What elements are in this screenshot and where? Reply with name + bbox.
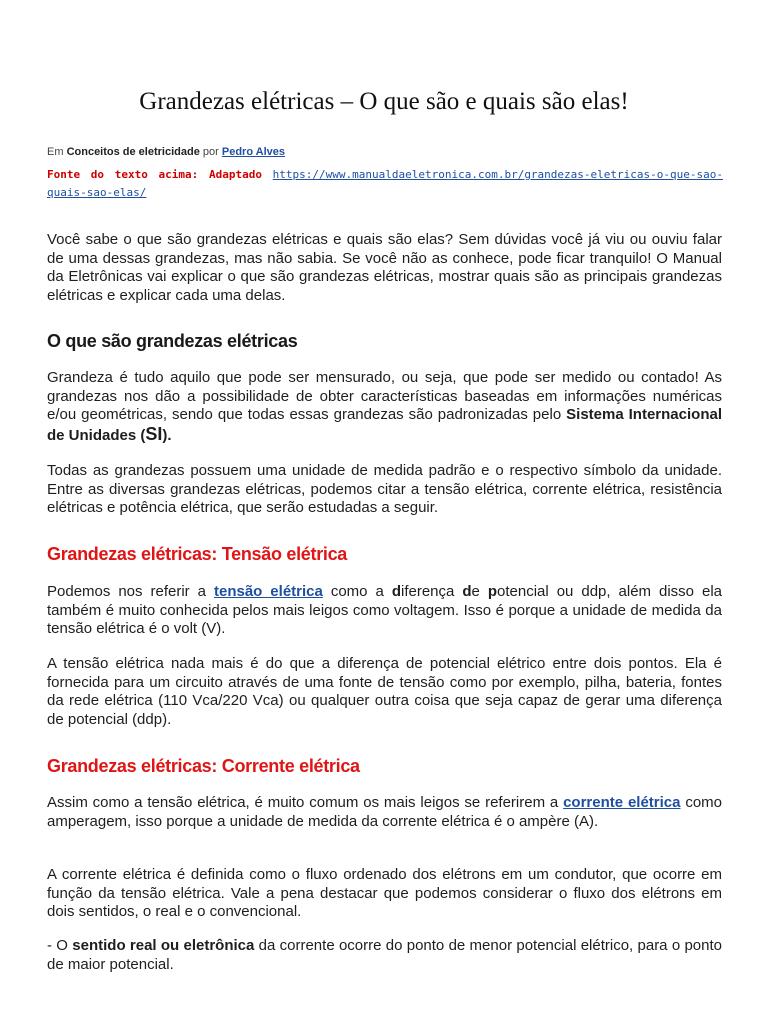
meta-prefix: Em	[47, 146, 64, 158]
current-paragraph-1	[47, 794, 722, 831]
si-acronym: SI	[145, 423, 163, 444]
current-text-a: Assim como a tensão elétrica, é muito comum os mais leigos se referirem a	[47, 794, 559, 811]
real-direction-text: da corrente ocorre do ponto de menor potencial elétrico, para o ponto de maior potencial.	[47, 937, 722, 973]
current-link[interactable]: corrente elétrica	[563, 794, 681, 811]
intro-paragraph: Você sabe o que são grandezas elétricas e quais são elas? Sem dúvidas você já viu ou ouviu falar de uma dessas grandezas, mas não sabia. Se você não as conhece, pode ficar tranquilo! O Manual da Eletrônicas vai explicar o que são grandezas elétricas, mostrar quais são as principais grandezas elétricas e explicar cada uma delas.	[47, 231, 722, 304]
definition-text: Grandeza é tudo aquilo que pode ser mensurado, ou seja, que pode ser medido ou contado! As grandezas nos dão a possibilidade de obter características baseadas em informações numéricas e/ou geométricas, sendo que todas essas grandezas são padronizadas pelo	[47, 369, 722, 424]
si-label: Sistema Internacional de Unidades (	[47, 406, 722, 444]
meta-by: por	[202, 146, 219, 158]
voltage-text-f: otencial ou ddp, além disso ela também é muito conhecida pelos mais leigos como voltagem. Isso é porque a unidade de medida da tensão elétrica é o volt (V).	[47, 583, 723, 638]
page-title: Grandezas elétricas – O que são e quais são elas!	[139, 88, 629, 115]
source-label: Fonte do texto acima: Adaptado	[47, 168, 262, 181]
si-close: ).	[162, 426, 172, 444]
voltage-paragraph-1	[47, 583, 722, 639]
section-heading-what-are: O que são grandezas elétricas	[47, 331, 298, 351]
ddp-letter-d2: d	[462, 583, 472, 600]
voltage-text-c: iferença	[400, 583, 455, 600]
real-direction-prefix: - O	[47, 937, 68, 954]
post-meta	[47, 146, 285, 158]
section-heading-current: Grandezas elétricas: Corrente elétrica	[47, 756, 360, 776]
voltage-text-a: Podemos nos referir a	[47, 583, 206, 600]
current-paragraph-3	[47, 937, 722, 974]
current-text-b: como amperagem, isso porque a unidade de medida da corrente elétrica é o ampère (A).	[47, 794, 722, 830]
current-paragraph-2: A corrente elétrica é definida como o fluxo ordenado dos elétrons em um condutor, que ocorre em função da tensão elétrica. Vale a pena destacar que podemos considerar o fluxo dos elétrons em dois sentidos, o real e o convencional.	[47, 866, 722, 921]
author-link[interactable]: Pedro Alves	[221, 146, 286, 158]
definition-paragraph	[47, 369, 722, 445]
category-link[interactable]: Conceitos de eletricidade	[66, 146, 200, 158]
source-note	[47, 166, 723, 202]
source-url-link[interactable]: https://www.manualdaeletronica.com.br/grandezas-eletricas-o-que-sao-quais-sao-elas/	[47, 168, 723, 199]
section-heading-voltage: Grandezas elétricas: Tensão elétrica	[47, 544, 348, 564]
voltage-paragraph-2: A tensão elétrica nada mais é do que a diferença de potencial elétrico entre dois pontos. Ela é fornecida para um circuito através de uma fonte de tensão como por exemplo, pilha, bateria, fontes da rede elétrica (110 Vca/220 Vca) ou qualquer outra coisa que seja capaz de gerar uma diferença de potencial (ddp).	[47, 655, 722, 728]
real-direction-term: sentido real ou eletrônica	[72, 937, 255, 954]
ddp-letter-p: p	[487, 583, 498, 600]
voltage-link[interactable]: tensão elétrica	[213, 583, 323, 600]
voltage-text-b: como a	[330, 583, 384, 600]
units-paragraph: Todas as grandezas possuem uma unidade de medida padrão e o respectivo símbolo da unidade. Entre as diversas grandezas elétricas, podemos citar a tensão elétrica, corrente elétrica, resistência elétricas e potência elétrica, que serão estudadas a seguir.	[47, 462, 722, 517]
ddp-letter-d1: d	[391, 583, 401, 600]
voltage-text-e: e	[471, 583, 480, 600]
